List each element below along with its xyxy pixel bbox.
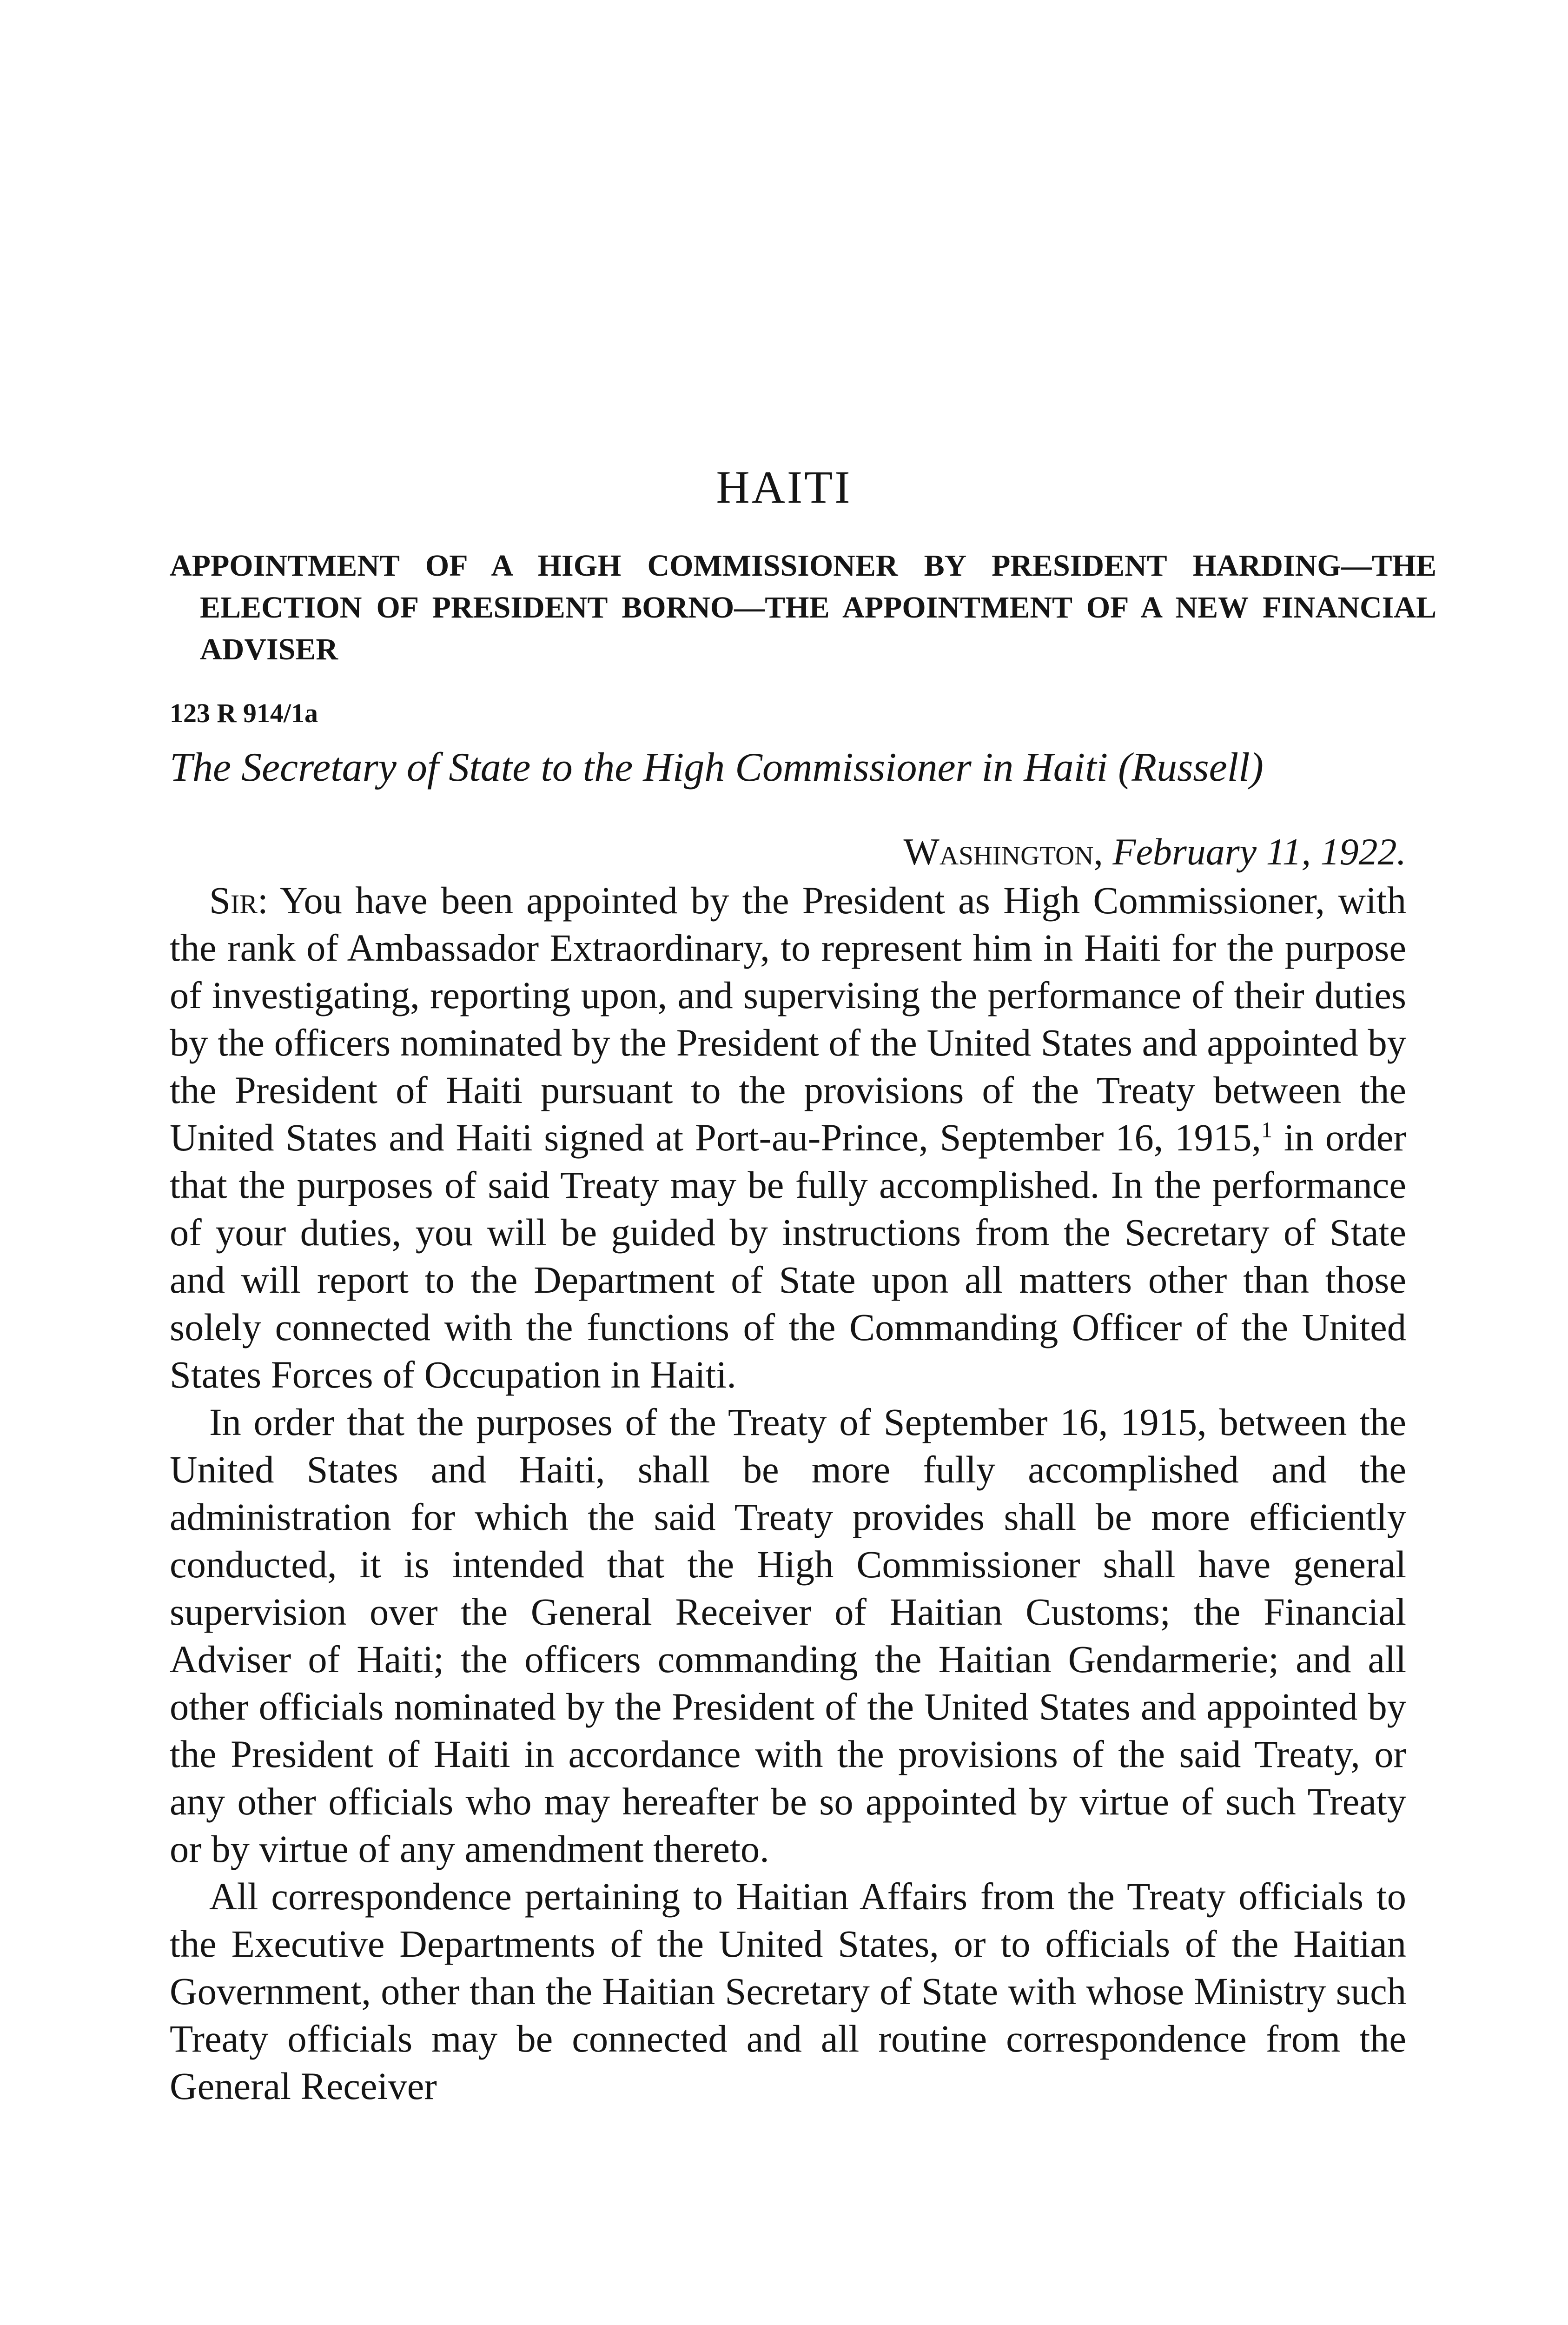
file-number: 123 R 914/1a bbox=[170, 698, 318, 728]
dateline-place: Washington, bbox=[903, 830, 1103, 873]
dateline bbox=[904, 830, 1406, 874]
dateline-date: February 11, 1922. bbox=[1112, 830, 1406, 873]
paragraph: In order that the purposes of the Treaty of September 16, 1915, between the United States and Haiti, shall be more fully accomplished and the administration for which the said Treaty provides shall be more efficiently conducted, it is intended that the High Commissioner shall have general supervision over the General Receiver of Haitian Customs; the Financial Adviser of Haiti; the officers commanding the Haitian Gendarmerie; and all other officials nominated by the President of the United States and appointed by the President of Haiti in accordance with the provisions of the said Treaty, or any other officials who may hereafter be so appointed by virtue of such Treaty or by virtue of any amendment thereto. bbox=[170, 1401, 1406, 1870]
subject-heading: APPOINTMENT OF A HIGH COMMISSIONER BY PRESIDENT HARDING—THE ELECTION OF PRESIDENT BORNO—THE APPOINTMENT OF A NEW FINANCIAL ADVISER bbox=[170, 549, 1436, 666]
paragraph bbox=[170, 877, 1406, 1398]
letter-body bbox=[170, 877, 1406, 2110]
paragraph: All correspondence pertaining to Haitian Affairs from the Treaty officials to the Executive Departments of the United States, or to officials of the Haitian Government, other than the Haitian Secretary of State with whose Ministry such Treaty officials may be connected and all routine correspondence from the General Receiver bbox=[170, 1875, 1406, 2107]
salutation: Sir: bbox=[209, 879, 268, 922]
footnote-marker: 1 bbox=[1261, 1117, 1272, 1143]
country-heading: HAITI bbox=[716, 461, 852, 513]
document-heading: The Secretary of State to the High Commissioner in Haiti (Russell) bbox=[170, 745, 1264, 790]
paragraph-text: You have been appointed by the President as High Commissioner, with the rank of Ambassador Extraordinary, to represent him in Haiti for the purpose of investigating, reporting upon, and supervising the performance of their duties by the officers nominated by the President of the United States and appointed by the President of Haiti pursuant to the provisions of the Treaty between the United States and Haiti signed at Port-au-Prince, September 16, 1915, bbox=[170, 879, 1406, 1159]
paragraph-text: in order that the purposes of said Treaty may be fully accomplished. In the performance of your duties, you will be guided by instructions from the Secretary of State and will report to the Department of State upon all matters other than those solely connected with the functions of the Commanding Officer of the United States Forces of Occupation in Haiti. bbox=[170, 1116, 1406, 1396]
